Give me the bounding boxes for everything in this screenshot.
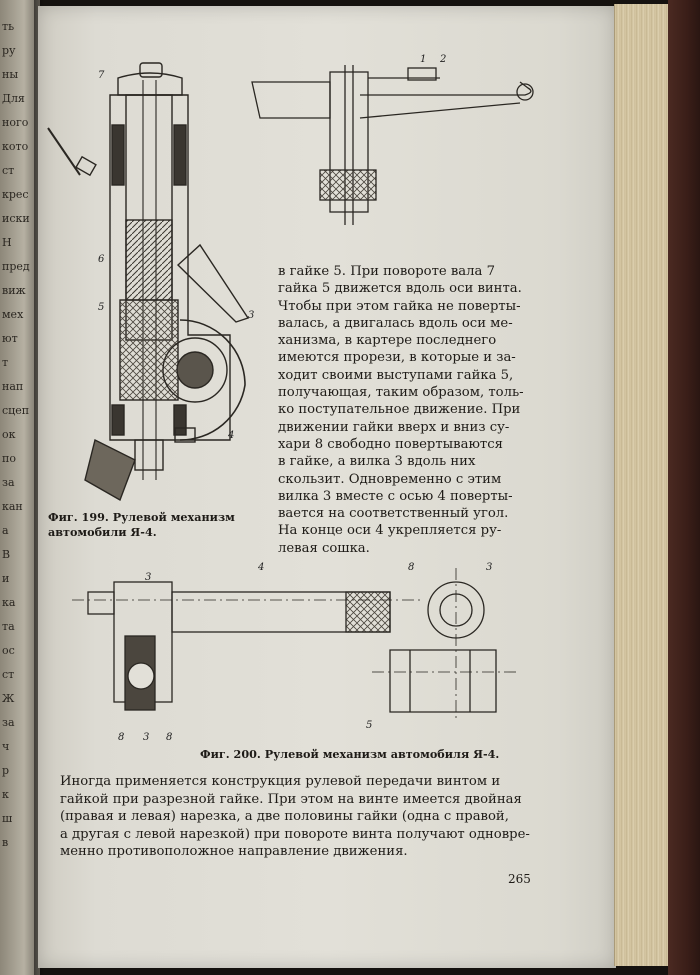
text-line: гайка 5 движется вдоль оси винта.	[278, 281, 522, 297]
left-page-fragment: ны	[2, 68, 19, 81]
fig199-label: 6	[98, 254, 105, 265]
left-page-fragment: ка	[2, 596, 16, 609]
text-line: в гайке, а вилка 3 вдоль них	[278, 454, 476, 470]
text-line: левая сошка.	[278, 540, 370, 556]
left-page-fragment: ст	[2, 164, 15, 177]
fig200-label: 3	[486, 562, 493, 573]
left-page-fragment: по	[2, 452, 16, 465]
left-page-fragment: и	[2, 572, 10, 585]
fig199-label: 5	[98, 302, 105, 313]
left-page-fragment: мех	[2, 308, 24, 321]
fig199-label: 4	[228, 430, 235, 441]
left-page-fragment: ного	[2, 116, 29, 129]
left-page-fragment: Для	[2, 92, 25, 105]
fig199-label: 7	[98, 70, 105, 81]
fig200-label: 8	[408, 562, 415, 573]
text-line: валась, а двигалась вдоль оси ме-	[278, 315, 513, 331]
text-line: На конце оси 4 укрепляется ру-	[278, 523, 502, 539]
left-page-fragment: за	[2, 716, 15, 729]
text-line: менно противоположное направление движения.	[60, 844, 408, 860]
text-line: вилка 3 вместе с осью 4 поверты-	[278, 488, 513, 504]
left-page-fragment: крес	[2, 188, 29, 201]
left-page-fragment: к	[2, 788, 9, 801]
body-text-bottom-paragraph	[60, 773, 560, 861]
figure-200-labels	[118, 562, 492, 743]
left-page-fragment: ру	[2, 44, 16, 57]
fig199-label: 3	[248, 310, 255, 321]
left-page-fragment: та	[2, 620, 15, 633]
fig-top-label: 2	[440, 54, 447, 65]
text-line: Чтобы при этом гайка не поверты-	[278, 298, 521, 314]
text-line: а другая с левой нарезкой) при повороте винта получают одновре-	[60, 826, 530, 842]
left-page-fragment: Ж	[2, 692, 15, 705]
text-line: вается на соответственный угол.	[278, 506, 509, 522]
left-page-fragment: кан	[2, 500, 23, 513]
page-number: 265	[508, 872, 531, 886]
left-page-fragment: ют	[2, 332, 18, 345]
text-line: ханизма, в картере последнего	[278, 333, 497, 349]
left-page-fragment: нап	[2, 380, 24, 393]
fig200-label: 8	[166, 732, 173, 743]
figure-199-caption: Фиг. 199. Рулевой механизм автомобили Я-4.	[48, 510, 235, 539]
left-page-fragment: а	[2, 524, 9, 537]
figure-200-caption: Фиг. 200. Рулевой механизм автомобиля Я-4.	[200, 747, 500, 761]
text-line: получающая, таким образом, толь-	[278, 385, 524, 401]
body-text-right-column	[278, 263, 558, 557]
left-page-fragment: ч	[2, 740, 10, 753]
left-page-fragment: ок	[2, 428, 16, 441]
text-line: ко поступательное движение. При	[278, 402, 521, 418]
left-page-fragment: ос	[2, 644, 15, 657]
fig200-label: 3	[143, 732, 150, 743]
left-page-fragment: пред	[2, 260, 30, 273]
left-page-fragment: т	[2, 356, 9, 369]
text-line: имеются прорези, в которые и за-	[278, 350, 516, 366]
left-page-fragment: сцеп	[2, 404, 30, 417]
left-page-fragment: ш	[2, 812, 13, 825]
text-line: движении гайки вверх и вниз су-	[278, 419, 510, 435]
left-page-fragment: за	[2, 476, 15, 489]
text-line: ходит своими выступами гайка 5,	[278, 367, 514, 383]
fig200-label: 8	[118, 732, 125, 743]
left-page-fragment: р	[2, 764, 10, 777]
left-page-fragment: иски	[2, 212, 30, 225]
fig-top-label: 1	[420, 54, 427, 65]
fig200-label: 3	[145, 572, 152, 583]
text-line: Иногда применяется конструкция рулевой передачи винтом и	[60, 774, 501, 789]
fig200-label: 4	[258, 562, 265, 573]
text-line: (правая и левая) нарезка, а две половины гайки (одна с правой,	[60, 809, 509, 825]
text-line: скользит. Одновременно с этим	[278, 471, 502, 487]
text-line: хари 8 свободно повертываются	[278, 436, 503, 452]
left-page-fragment: кото	[2, 140, 29, 153]
left-page-fragment: ть	[2, 20, 15, 33]
left-page-fragment: виж	[2, 284, 26, 297]
text-line: гайкой при разрезной гайке. При этом на винте имеется двойная	[60, 791, 522, 807]
left-page-fragment: Н	[2, 236, 12, 249]
left-page-fragment: ст	[2, 668, 15, 681]
left-page-fragment: В	[2, 548, 11, 561]
left-page-fragment: в	[2, 836, 9, 849]
fig200-label: 5	[366, 720, 373, 731]
text-line: в гайке 5. При повороте вала 7	[278, 264, 495, 279]
